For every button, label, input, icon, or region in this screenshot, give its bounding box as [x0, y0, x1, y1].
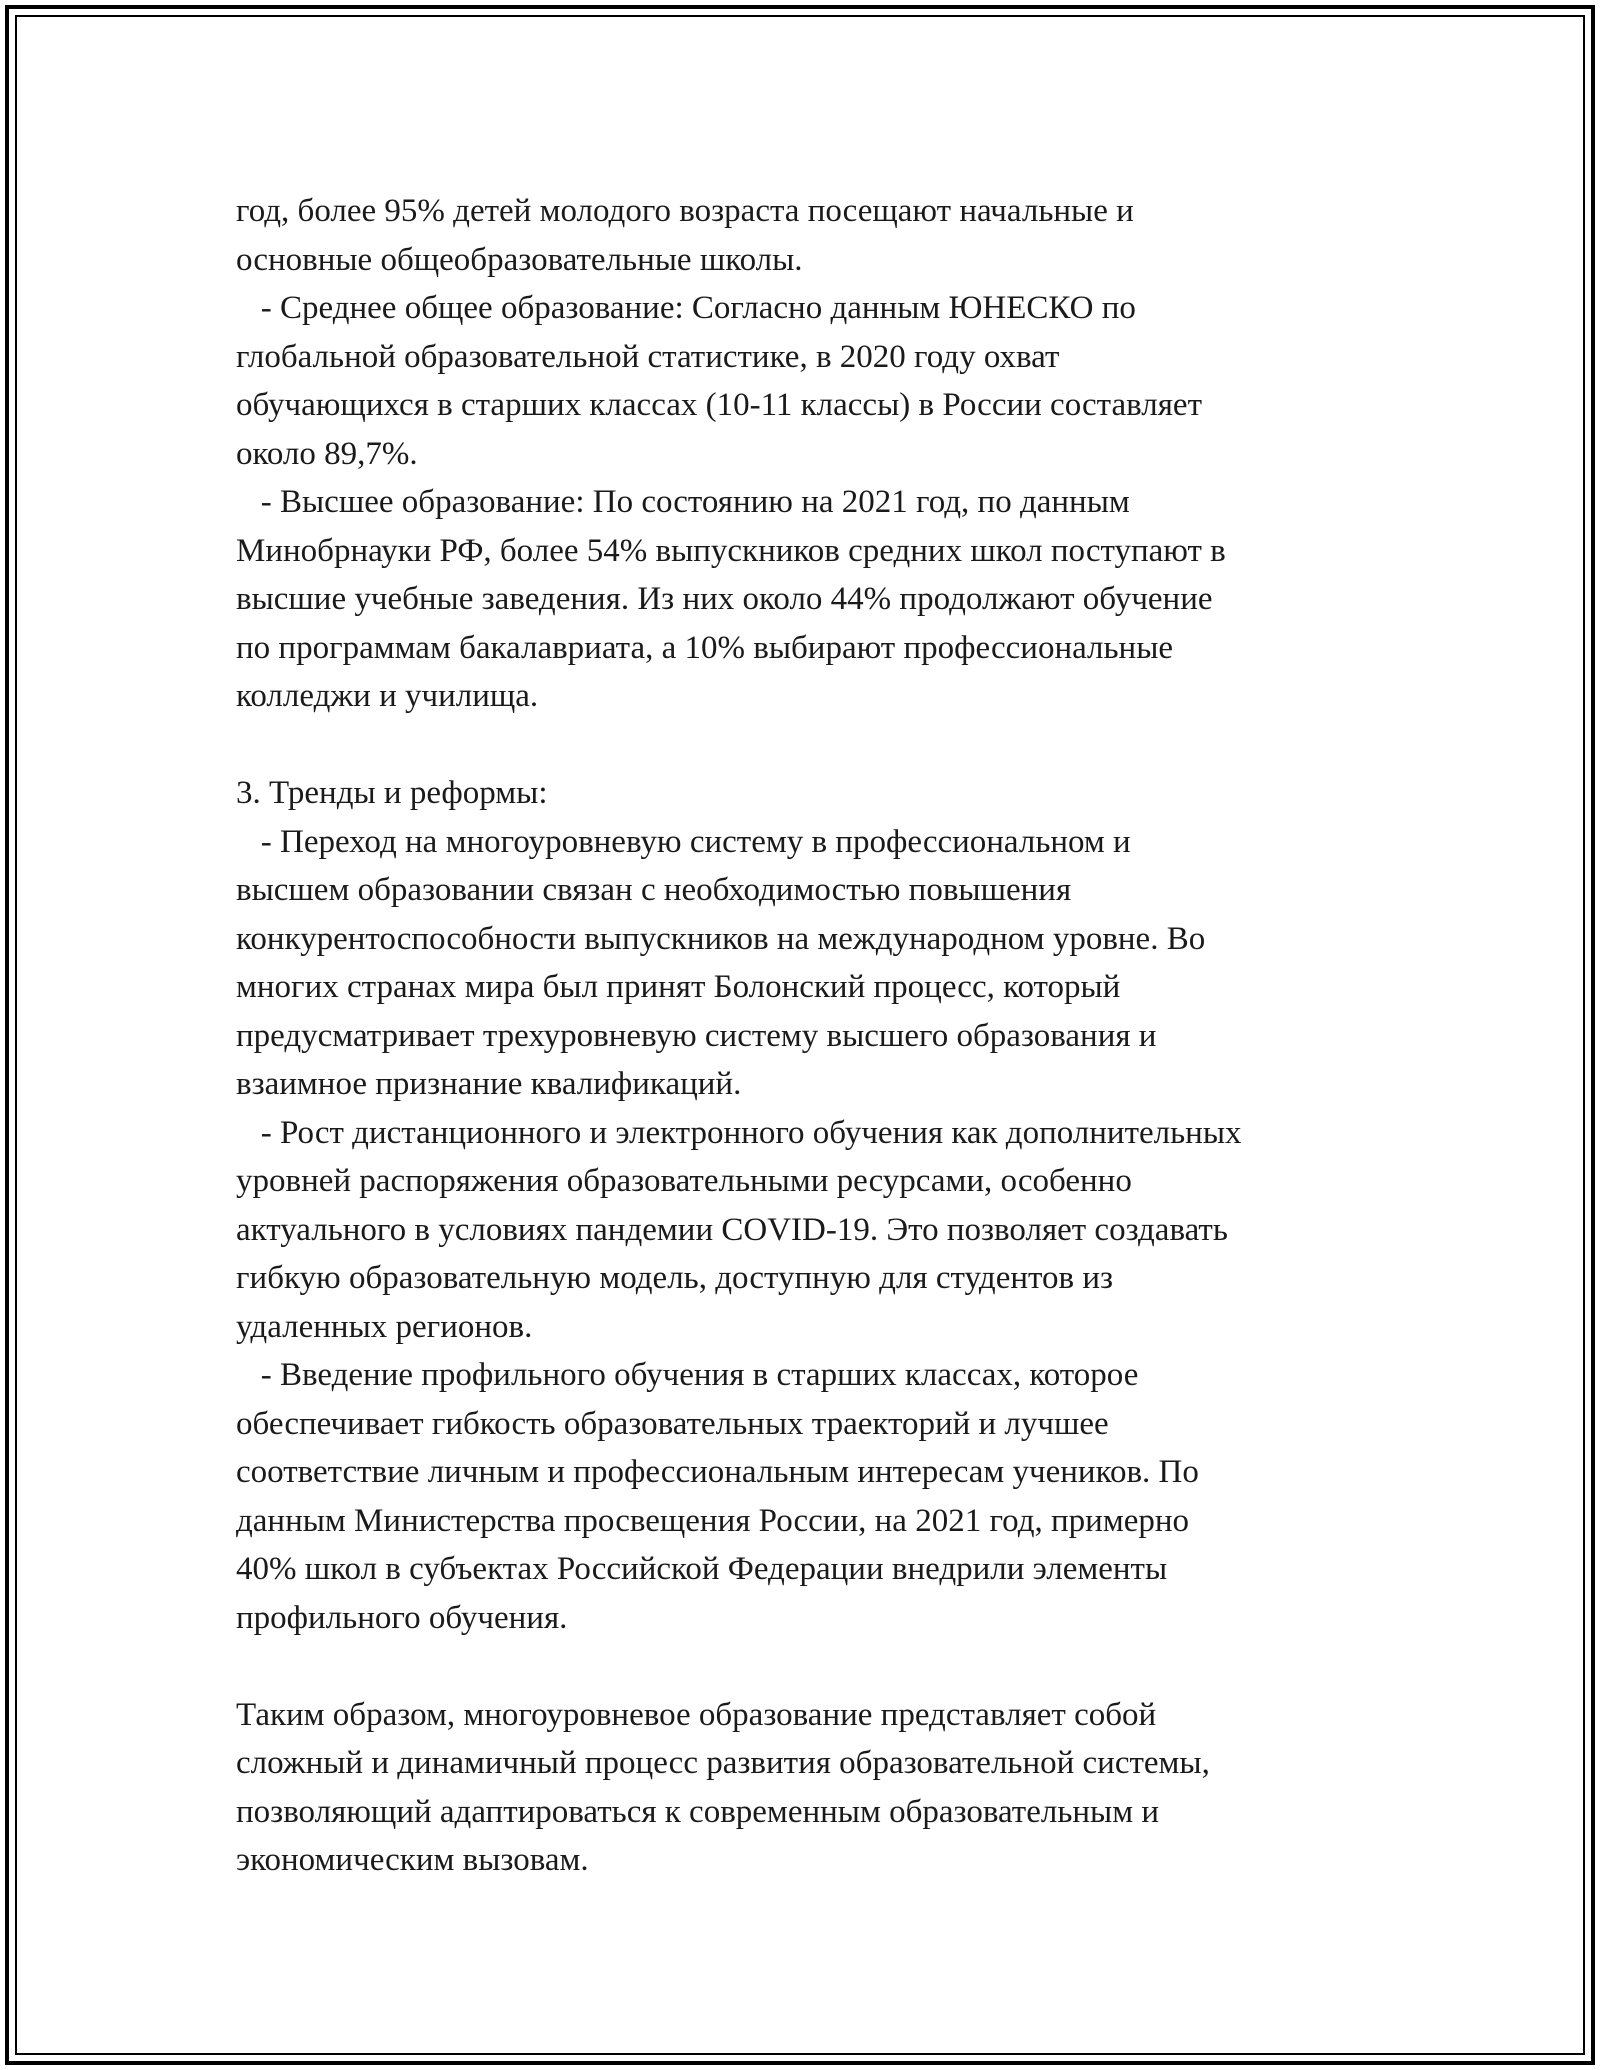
paragraph	[236, 284, 1386, 478]
text-line: - Введение профильного обучения в старших классах, которое	[236, 1357, 1139, 1393]
text-line: глобальной образовательной статистике, в 2020 году охват	[236, 338, 1060, 375]
document-body	[236, 187, 1386, 1885]
text-line: - Среднее общее образование: Согласно данным ЮНЕСКО по	[236, 290, 1136, 326]
text-line: профильного обучения.	[236, 1599, 568, 1636]
text-line: позволяющий адаптироваться к современным образовательным и	[236, 1793, 1160, 1830]
text-line: предусматривает трехуровневую систему высшего образования и	[236, 1017, 1157, 1054]
text-line: 3. Тренды и реформы:	[236, 775, 548, 811]
text-line: удаленных регионов.	[236, 1308, 533, 1345]
text-line: данным Министерства просвещения России, на 2021 год, примерно	[236, 1502, 1190, 1539]
text-line: Минобрнауки РФ, более 54% выпускников средних школ поступают в	[236, 532, 1226, 569]
paragraph-gap	[236, 1642, 1386, 1691]
paragraph	[236, 818, 1386, 1109]
text-line: актуального в условиях пандемии COVID-19. Это позволяет создавать	[236, 1211, 1228, 1248]
text-line: - Высшее образование: По состоянию на 2021 год, по данным	[236, 484, 1130, 520]
paragraph	[236, 1691, 1386, 1885]
text-line: конкурентоспособности выпускников на международном уровне. Во	[236, 920, 1206, 957]
text-line: гибкую образовательную модель, доступную для студентов из	[236, 1260, 1114, 1296]
text-line: 40% школ в субъектах Российской Федерации внедрили элементы	[236, 1551, 1168, 1587]
paragraph	[236, 478, 1386, 721]
text-line: многих странах мира был принят Болонский процесс, который	[236, 969, 1121, 1005]
text-line: сложный и динамичный процесс развития образовательной системы,	[236, 1745, 1210, 1781]
paragraph	[236, 187, 1386, 284]
text-line: год, более 95% детей молодого возраста посещают начальные и	[236, 193, 1134, 229]
text-line: Таким образом, многоуровневое образование представляет собой	[236, 1696, 1157, 1733]
text-line: высшем образовании связан с необходимостью повышения	[236, 872, 1072, 908]
text-line: уровней распоряжения образовательными ресурсами, особенно	[236, 1163, 1132, 1199]
paragraph	[236, 769, 1386, 818]
paragraph-gap	[236, 721, 1386, 770]
text-line: соответствие личным и профессиональным интересам учеников. По	[236, 1454, 1199, 1490]
text-line: высшие учебные заведения. Из них около 44% продолжают обучение	[236, 581, 1213, 617]
text-line: по программам бакалавриата, а 10% выбирают профессиональные	[236, 629, 1174, 666]
text-line: около 89,7%.	[236, 435, 418, 472]
paragraph	[236, 1351, 1386, 1642]
text-line: - Рост дистанционного и электронного обучения как дополнительных	[236, 1114, 1242, 1151]
text-line: экономическим вызовам.	[236, 1842, 589, 1878]
text-line: обучающихся в старших классах (10-11 классы) в России составляет	[236, 387, 1202, 423]
text-line: взаимное признание квалификаций.	[236, 1066, 742, 1102]
text-line: - Переход на многоуровневую систему в профессиональном и	[236, 823, 1131, 860]
paragraph	[236, 1109, 1386, 1352]
text-line: колледжи и училища.	[236, 678, 539, 714]
text-line: основные общеобразовательные школы.	[236, 241, 803, 278]
text-line: обеспечивает гибкость образовательных траекторий и лучшее	[236, 1405, 1109, 1442]
